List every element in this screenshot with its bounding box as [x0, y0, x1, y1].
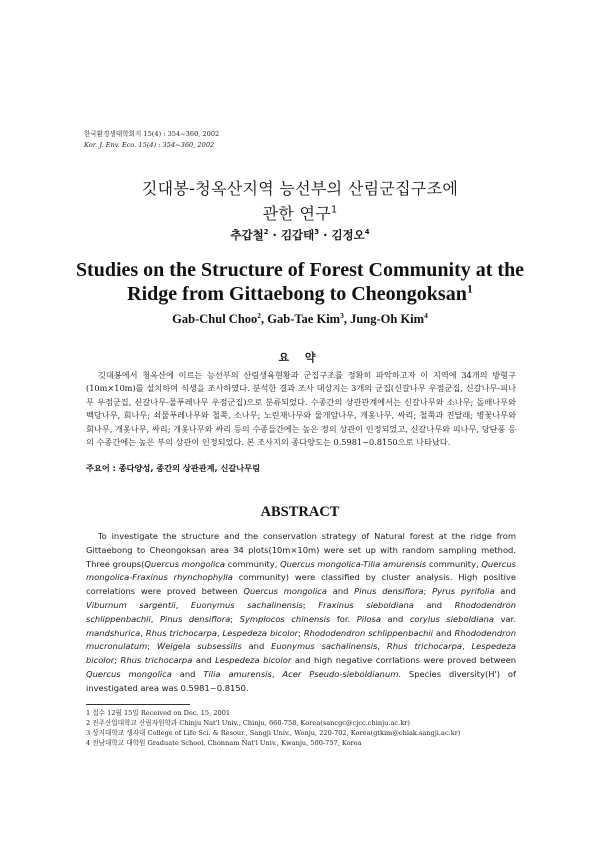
species-name: Rhododendron mucronulatum: [86, 627, 516, 652]
abstract-text-run: To investigate the structure and the conservation strategy of Natural forest at the ridge from Gittaebong to Cheongoksan area 34 plots(10m×10m) were set up with random sampling method. Three groups(: [86, 531, 516, 569]
species-name: Pinus densiflora: [354, 586, 424, 597]
footnote-divider: [86, 704, 190, 705]
species-name: Pyrus pyrifolia: [432, 586, 495, 597]
abstract-text-run: ;: [147, 641, 157, 652]
abstract-text-run: and: [494, 586, 516, 597]
abstract-text-run: var.: [494, 613, 516, 624]
abstract-text-run: ,: [271, 668, 283, 679]
footnote-2: 2 진주산업대학교 산림자원학과 Chinju Nat'l Univ., Chinju, 660-758, Korea(sancgc@cjcc.chinju.ac.kr): [86, 719, 410, 727]
abstract-text-run: and high negative corrlations were proved between: [291, 655, 516, 666]
author-separator: ,: [261, 312, 268, 326]
species-name: Viburnum sargentii: [86, 599, 176, 610]
korean-keywords: 주요어 : 종다양성, 종간의 상관관계, 신갈나무림: [86, 463, 261, 473]
species-name: Fraxinus sieboldiana: [318, 599, 414, 610]
korean-title-text: 관한 연구: [262, 204, 331, 223]
abstract-text-run: ,: [175, 599, 191, 610]
abstract-text-run: and: [413, 599, 455, 610]
author-name: Jung-Oh Kim: [350, 312, 425, 326]
korean-summary-text: 깃대봉에서 청옥산에 이르는 능선부의 산림생육현황과 군집구조를 정확히 파악하고자 이 지역에 34개의 방형구(10m×10m)를 설치하여 식생을 조사하였다. 분석한 결과 조사 대상지는 3개의 군집(신갈나무 우점군집, 신갈나무-피나무 우점군집, 신갈나무-물푸레나무 우점군집)으로 분류되었다. 수종간의 상관관계에서는 신갈나무와 소나무; 돌배나무와 백당나무, 회나무; 쇠물푸레나무와 철쭉, 소나무; 노린재나무와 물개암나무, 개옻나무, 싸리; 철쭉과 진달래; 병꽃나무와 회나무, 개옻나무, 싸리; 개옻나무와 싸리 등의 수종들간에는 높은 정의 상관이 인정되었고, 신갈나무와 피나무, 당단풍 등의 수종간에는 높은 부의 상관이 인정되었다. 본 조사지의 종다양도는 0.5981~0.8150으로 나타났다.: [86, 370, 516, 448]
species-name: corylus sieboldiana: [409, 613, 495, 624]
abstract-text-run: and: [327, 586, 355, 597]
abstract-text-run: ;: [423, 586, 433, 597]
species-name: Quercus mongolica: [144, 558, 225, 569]
abstract-text-run: ;: [114, 655, 121, 666]
footnote-marker: 3: [340, 310, 344, 320]
english-title-text: Ridge from Gittaebong to Cheongoksan: [127, 283, 467, 305]
abstract-text-run: and: [433, 627, 455, 638]
journal-reference-ko: 한국환경생태학회지 15(4) : 354~360, 2002: [84, 130, 220, 138]
species-name: Lespedeza bicolor: [222, 627, 299, 638]
abstract-text-run: ,: [462, 641, 472, 652]
species-name: Pilosa: [356, 613, 381, 624]
abstract-text-run: community) were classified by cluster analysis. High positive correlations were proved between: [86, 572, 516, 597]
footnote-marker: 1: [331, 204, 338, 216]
footnote-marker: 2: [263, 228, 269, 237]
abstract-heading: ABSTRACT: [260, 504, 340, 520]
footnote-marker: 3: [314, 228, 320, 237]
author-name: Gab-Tae Kim: [267, 312, 341, 326]
abstract-text-run: . Species diversity(H') of investigated area was 0.5981~0.8150.: [86, 668, 516, 693]
abstract-text-run: and: [241, 641, 272, 652]
author-name: Gab-Chul Choo: [172, 312, 258, 326]
author-name: 김갑태: [280, 228, 315, 242]
abstract-text-run: ,: [377, 641, 387, 652]
author-separator: ·: [268, 228, 281, 242]
footnote-marker: 4: [424, 310, 428, 320]
species-name: Euonymus sachalinensis: [190, 599, 303, 610]
abstract-text-run: ,: [150, 613, 161, 624]
species-name: Lespedeza bicolor: [86, 641, 516, 666]
abstract-text-run: for.: [330, 613, 357, 624]
footnote-marker: 2: [257, 310, 262, 320]
species-name: Quercus mongolica-Fraxinus rhynchophylla: [86, 558, 516, 583]
author-name: 김정오: [331, 228, 365, 242]
abstract-text-run: ,: [140, 627, 146, 638]
abstract-text-run: and: [171, 668, 204, 679]
footnote-marker: 1: [466, 281, 473, 296]
abstract-text-run: and: [192, 655, 216, 666]
abstract-text-run: community,: [225, 558, 281, 569]
footnote-marker: 4: [364, 228, 370, 237]
korean-summary-heading: 요 약: [278, 351, 322, 364]
species-name: Rhus trichocarpa: [145, 627, 217, 638]
footnote-1: 1 접수 12월 15일 Received on Dec. 15, 2001: [86, 709, 231, 717]
abstract-text-run: community,: [426, 558, 482, 569]
korean-title-line-1: 깃대봉-청옥산지역 능선부의 산림군집구조에: [141, 179, 459, 198]
species-name: Quercus mongolica-Tilia amurensis: [280, 558, 427, 569]
species-name: Rhododendron schlippenbachii: [86, 599, 516, 624]
species-name: Rhus trichocarpa: [120, 655, 193, 666]
species-name: Euonymus sachalinensis: [271, 641, 378, 652]
english-title-line-2: [40, 282, 560, 306]
author-name: 추갑철: [230, 228, 264, 242]
journal-reference-en: Kor. J. Env. Eco. 15(4) : 354~360, 2002: [84, 141, 215, 149]
abstract-text-run: ;: [230, 613, 240, 624]
english-authors: [60, 312, 540, 327]
abstract-text: [86, 530, 516, 696]
species-name: Lespedeza bicolor: [215, 655, 292, 666]
species-name: Quercus mongolica: [243, 586, 327, 597]
species-name: Pinus densiflora: [160, 613, 231, 624]
species-name: Rhododendron schlippenbachii: [303, 627, 433, 638]
species-name: Acer Pseudo-sieboldianum: [282, 668, 399, 679]
abstract-text-run: ;: [302, 599, 319, 610]
species-name: Quercus mongolica: [86, 668, 172, 679]
species-name: Weigela subsessilis: [156, 641, 242, 652]
korean-title-line-2: [60, 201, 540, 224]
abstract-text-run: and: [380, 613, 410, 624]
korean-summary: [86, 369, 516, 449]
english-title-line-1: Studies on the Structure of Forest Community at the: [75, 259, 525, 281]
abstract-text-run: ,: [216, 627, 223, 638]
species-name: Symplocos chinensis: [239, 613, 331, 624]
author-separator: ,: [343, 312, 351, 326]
species-name: Tilia amurensis: [203, 668, 272, 679]
author-separator: ·: [319, 228, 332, 242]
korean-authors: [60, 227, 540, 243]
species-name: mandshurica: [86, 627, 141, 638]
footnote-3: 3 상지대학교 생자대 College of Life Sci. & Resour., Sangji Univ., Wonju, 220-702, Korea(gtkim@chiak.sangji.ac.kr): [86, 729, 461, 737]
abstract-text-run: ;: [298, 627, 304, 638]
species-name: Rhus trichocarpa: [386, 641, 463, 652]
footnote-4: 4 전남대학교 대학원 Graduate School, Chonnam Nat'l Univ., Kwanju, 500-757, Korea: [86, 739, 362, 747]
